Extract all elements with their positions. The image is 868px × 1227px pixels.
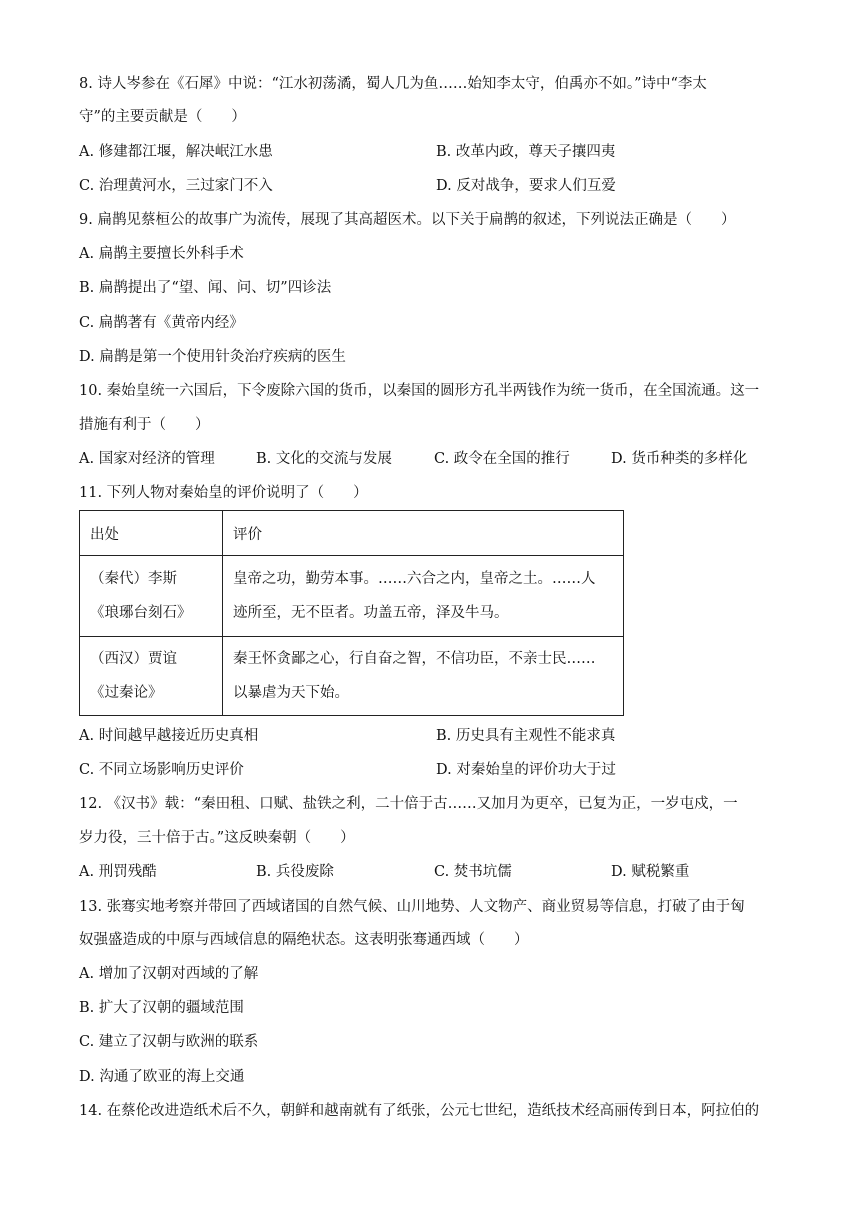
table-header-source: 出处: [80, 511, 223, 556]
q12-option-c: C. 焚书坑儒: [434, 864, 512, 880]
q13-stem-line1: 13. 张骞实地考察并带回了西域诸国的自然气候、山川地势、人文物产、商业贸易等信息，打破了由于匈: [79, 899, 745, 915]
q12-option-d: D. 赋税繁重: [611, 864, 690, 880]
q13-option-d: D. 沟通了欧亚的海上交通: [79, 1069, 245, 1085]
table-cell-evaluation: [223, 637, 624, 716]
q11-option-d: D. 对秦始皇的评价功大于过: [436, 762, 616, 778]
q11-option-b: B. 历史具有主观性不能求真: [436, 728, 616, 744]
source-work: 《过秦论》: [90, 685, 163, 701]
q9-stem-line1: 9. 扁鹊见蔡桓公的故事广为流传，展现了其高超医术。以下关于扁鹊的叙述，下列说法正确是（ ）: [79, 212, 736, 228]
q10-option-b: B. 文化的交流与发展: [256, 451, 392, 467]
q8-option-d: D. 反对战争，要求人们互爱: [436, 178, 616, 194]
evaluation-line: 秦王怀贪鄙之心，行自奋之智，不信功臣，不亲士民……: [233, 651, 596, 667]
table-cell-evaluation: [223, 556, 624, 637]
q8-option-b: B. 改革内政，尊天子攘四夷: [436, 144, 616, 160]
q13-option-b: B. 扩大了汉朝的疆域范围: [79, 1000, 244, 1016]
q10-option-c: C. 政令在全国的推行: [434, 451, 570, 467]
table-cell-source: [80, 556, 223, 637]
table-header-row: [80, 511, 624, 556]
q8-stem-line1: 8. 诗人岑参在《石犀》中说：“江水初荡潏，蜀人几为鱼……始知李太守，伯禹亦不如。”诗中“李太: [79, 76, 707, 92]
table-header-evaluation: 评价: [223, 511, 624, 556]
q11-stem-line1: 11. 下列人物对秦始皇的评价说明了（ ）: [79, 485, 368, 501]
q9-option-d: D. 扁鹊是第一个使用针灸治疗疾病的医生: [79, 349, 346, 365]
q11-evaluation-table: [79, 510, 624, 716]
evaluation-line: 皇帝之功，勤劳本事。……六合之内，皇帝之土。……人: [233, 571, 596, 587]
q10-option-d: D. 货币种类的多样化: [611, 451, 748, 467]
q10-stem-line2: 措施有利于（ ）: [79, 417, 210, 433]
q12-option-b: B. 兵役废除: [256, 864, 334, 880]
q10-stem-line1: 10. 秦始皇统一六国后，下令废除六国的货币，以秦国的圆形方孔半两钱作为统一货币，在全国流通。这一: [79, 383, 760, 399]
q8-option-c: C. 治理黄河水，三过家门不入: [79, 178, 273, 194]
table-row: [80, 637, 624, 716]
q9-option-a: A. 扁鹊主要擅长外科手术: [79, 246, 244, 262]
table-cell-source: [80, 637, 223, 716]
q12-stem-line1: 12. 《汉书》载：“秦田租、口赋、盐铁之利，二十倍于古……又加月为更卒，已复为正，一岁屯戍，一: [79, 796, 738, 812]
q9-option-c: C. 扁鹊著有《黄帝内经》: [79, 315, 244, 331]
evaluation-line: 迹所至，无不臣者。功盖五帝，泽及牛马。: [233, 605, 509, 621]
source-work: 《琅琊台刻石》: [90, 605, 192, 621]
q13-option-a: A. 增加了汉朝对西域的了解: [79, 966, 259, 982]
q8-stem-line2: 守”的主要贡献是（ ）: [79, 109, 246, 125]
evaluation-line: 以暴虐为天下始。: [233, 685, 349, 701]
q9-option-b: B. 扁鹊提出了“望、闻、问、切”四诊法: [79, 280, 332, 296]
q12-stem-line2: 岁力役，三十倍于古。”这反映秦朝（ ）: [79, 830, 355, 846]
q14-stem-line1: 14. 在蔡伦改进造纸术后不久，朝鲜和越南就有了纸张，公元七世纪，造纸技术经高丽传到日本，阿拉伯的: [79, 1103, 760, 1119]
source-author: （秦代）李斯: [90, 571, 177, 587]
source-author: （西汉）贾谊: [90, 651, 177, 667]
q11-option-c: C. 不同立场影响历史评价: [79, 762, 244, 778]
table-row: [80, 556, 624, 637]
q10-option-a: A. 国家对经济的管理: [79, 451, 215, 467]
q13-option-c: C. 建立了汉朝与欧洲的联系: [79, 1034, 259, 1050]
q8-option-a: A. 修建都江堰，解决岷江水患: [79, 144, 273, 160]
q13-stem-line2: 奴强盛造成的中原与西域信息的隔绝状态。这表明张骞通西域（ ）: [79, 932, 529, 948]
q12-option-a: A. 刑罚残酷: [79, 864, 157, 880]
q11-option-a: A. 时间越早越接近历史真相: [79, 728, 259, 744]
